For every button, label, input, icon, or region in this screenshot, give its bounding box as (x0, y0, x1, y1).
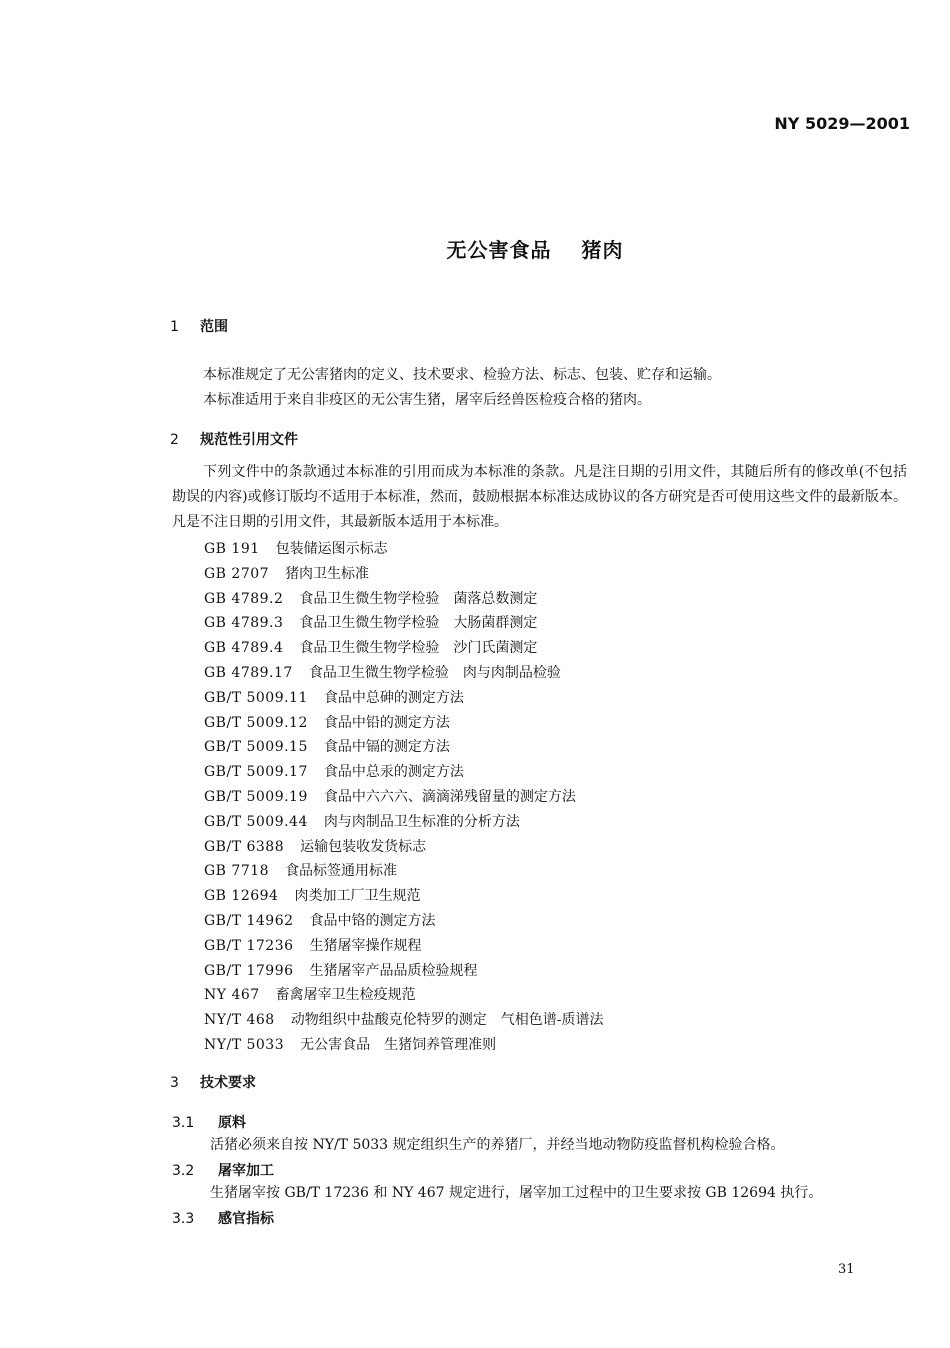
reference-item (204, 686, 603, 711)
standard-number: NY 5029—2001 (774, 114, 910, 133)
reference-name: 食品中镉的测定方法 (323, 739, 450, 756)
reference-name: 包装储运图示标志 (275, 541, 388, 557)
reference-code: NY 467 (204, 987, 260, 1004)
reference-name: 猪肉卫生标准 (285, 565, 370, 582)
title-part-2: 猪肉 (581, 238, 624, 262)
reference-name: 食品中总砷的测定方法 (323, 689, 464, 706)
reference-list (204, 537, 603, 1058)
reference-name: 生猪屠宰产品品质检验规程 (309, 962, 478, 979)
reference-name: 食品中铬的测定方法 (309, 912, 436, 929)
reference-code: GB/T 5009.15 (204, 739, 308, 756)
reference-code: GB/T 5009.17 (204, 764, 308, 781)
reference-name: 食品卫生微生物学检验 菌落总数测定 (299, 590, 538, 607)
reference-item (204, 810, 603, 835)
reference-item (204, 760, 603, 785)
reference-name: 动物组织中盐酸克伦特罗的测定 气相色谱-质谱法 (290, 1012, 604, 1029)
subsection-number: 3.1 (172, 1115, 195, 1131)
reference-code: GB/T 17236 (204, 937, 294, 954)
reference-item (204, 711, 603, 736)
section-1-paragraph: 本标准规定了无公害猪肉的定义、技术要求、检验方法、标志、包装、贮存和运输。 (203, 367, 721, 383)
subsection-title: 原料 (218, 1115, 246, 1131)
reference-name: 运输包装收发货标志 (300, 838, 427, 855)
reference-name: 食品卫生微生物学检验 肉与肉制品检验 (308, 664, 561, 681)
section-3-heading (170, 1072, 256, 1092)
reference-name: 肉与肉制品卫生标准的分析方法 (323, 813, 520, 830)
reference-item (204, 934, 603, 959)
section-number: 1 (170, 319, 179, 335)
reference-code: GB/T 5009.12 (204, 714, 308, 731)
reference-item (204, 785, 603, 810)
reference-item (204, 611, 603, 636)
reference-item (204, 735, 603, 760)
document-title (0, 234, 950, 263)
reference-name: 生猪屠宰操作规程 (309, 937, 422, 954)
reference-item (204, 909, 603, 934)
subsection-3-3-heading (172, 1208, 274, 1228)
reference-code: GB 4789.4 (204, 640, 284, 657)
reference-item (204, 1008, 603, 1033)
reference-code: GB/T 17996 (204, 962, 294, 979)
reference-name: 食品中六六六、滴滴涕残留量的测定方法 (323, 788, 576, 805)
reference-code: GB/T 6388 (204, 838, 285, 855)
reference-code: GB 2707 (204, 565, 270, 582)
reference-name: 食品中铅的测定方法 (323, 714, 450, 731)
section-1-heading (170, 316, 228, 336)
section-title: 规范性引用文件 (200, 432, 298, 448)
reference-code: GB/T 5009.19 (204, 788, 308, 805)
reference-code: GB/T 14962 (204, 912, 294, 929)
section-2-intro: 下列文件中的条款通过本标准的引用而成为本标准的条款。凡是注日期的引用文件，其随后所有的修改单(不包括勘误的内容)或修订版均不适用于本标准，然而，鼓励根据本标准达成协议的各方研究是否可使用这些文件的最新版本。凡是不注日期的引用文件，其最新版本适用于本标准。 (172, 464, 907, 530)
section-1-paragraph: 本标准适用于来自非疫区的无公害生猪，屠宰后经兽医检疫合格的猪肉。 (203, 392, 651, 408)
reference-item (204, 562, 603, 587)
section-number: 3 (170, 1075, 179, 1091)
section-2-heading (170, 429, 298, 449)
subsection-title: 感官指标 (218, 1211, 274, 1227)
reference-item (204, 1033, 603, 1058)
reference-name: 畜禽屠宰卫生检疫规范 (275, 987, 416, 1004)
reference-code: GB 4789.17 (204, 664, 293, 681)
reference-code: NY/T 468 (204, 1012, 275, 1029)
reference-name: 食品中总汞的测定方法 (323, 764, 464, 781)
reference-code: GB 7718 (204, 863, 270, 880)
reference-name: 无公害食品 生猪饲养管理准则 (300, 1036, 497, 1053)
reference-code: GB/T 5009.11 (204, 689, 308, 706)
reference-item (204, 859, 603, 884)
section-number: 2 (170, 432, 179, 448)
reference-item (204, 959, 603, 984)
subsection-3-1-heading (172, 1112, 246, 1132)
reference-code: NY/T 5033 (204, 1036, 285, 1053)
reference-name: 食品标签通用标准 (285, 863, 398, 880)
title-part-1: 无公害食品 (446, 238, 552, 262)
subsection-number: 3.3 (172, 1211, 195, 1227)
reference-item (204, 537, 603, 562)
subsection-3-2-text: 生猪屠宰按 GB/T 17236 和 NY 467 规定进行，屠宰加工过程中的卫生要求按 GB 12694 执行。 (210, 1185, 823, 1201)
reference-item (204, 587, 603, 612)
reference-item (204, 983, 603, 1008)
reference-code: GB 4789.3 (204, 615, 284, 632)
reference-code: GB 4789.2 (204, 590, 284, 607)
subsection-number: 3.2 (172, 1163, 195, 1179)
reference-name: 食品卫生微生物学检验 大肠菌群测定 (299, 615, 538, 632)
page-number: 31 (838, 1262, 855, 1277)
section-title: 技术要求 (200, 1075, 256, 1091)
reference-item (204, 636, 603, 661)
reference-item (204, 835, 603, 860)
reference-code: GB 191 (204, 541, 260, 557)
reference-item (204, 884, 603, 909)
reference-code: GB 12694 (204, 888, 279, 905)
subsection-title: 屠宰加工 (218, 1163, 274, 1179)
reference-code: GB/T 5009.44 (204, 813, 308, 830)
reference-name: 肉类加工厂卫生规范 (294, 888, 421, 905)
reference-item (204, 661, 603, 686)
subsection-3-2-heading (172, 1160, 274, 1180)
subsection-3-1-text: 活猪必须来自按 NY/T 5033 规定组织生产的养猪厂，并经当地动物防疫监督机构检验合格。 (210, 1137, 785, 1153)
section-title: 范围 (200, 319, 228, 335)
reference-name: 食品卫生微生物学检验 沙门氏菌测定 (299, 640, 538, 657)
